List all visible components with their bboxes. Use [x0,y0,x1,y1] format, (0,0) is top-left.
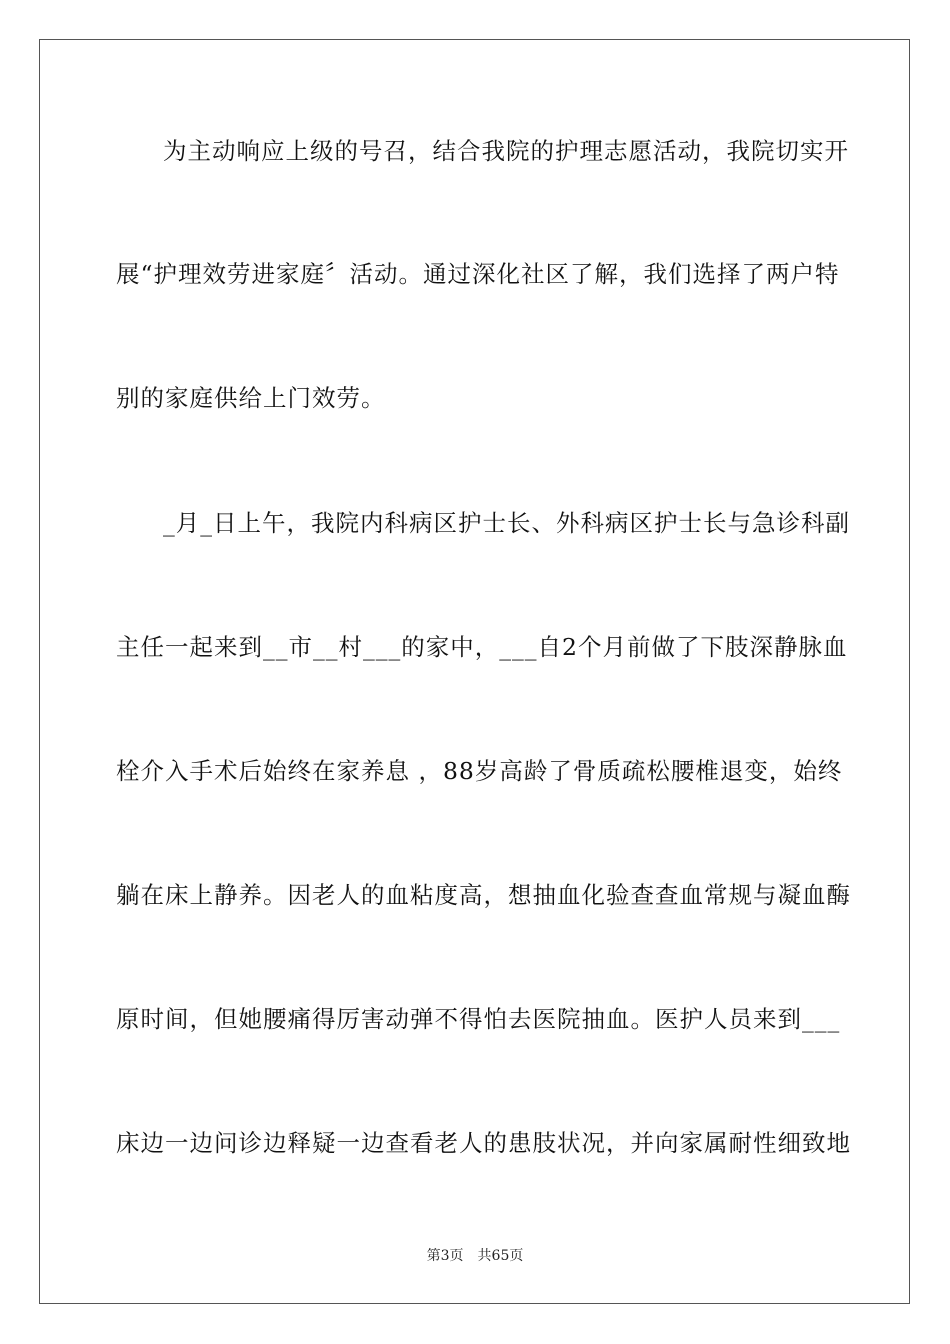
paragraph-2-line-2: 主任一起来到__市__村___的家中，___自2个月前做了下肢深静脉血 [116,633,848,661]
paragraph-1-line-2: 展“护理效劳进家庭〞活动。通过深化社区了解，我们选择了两户特 [116,260,840,288]
paragraph-2-line-4: 躺在床上静养。因老人的血粘度高，想抽血化验查查血常规与凝血酶 [116,881,851,909]
paragraph-1-line-1: 为主动响应上级的号召，结合我院的护理志愿活动，我院切实开 [163,137,849,165]
page-total: 共65页 [477,1248,524,1264]
page-footer [0,1246,950,1266]
paragraph-2-line-5: 原时间，但她腰痛得厉害动弹不得怕去医院抽血。医护人员来到___ [116,1005,841,1033]
page-number: 第3页 [426,1248,464,1264]
page-border [39,39,910,1304]
paragraph-1-line-3: 别的家庭供给上门效劳。 [116,384,386,412]
paragraph-2-line-6: 床边一边问诊边释疑一边查看老人的患肢状况，并向家属耐性细致地 [116,1129,851,1157]
paragraph-2-line-1: _月_日上午，我院内科病区护士长、外科病区护士长与急诊科副 [163,509,850,537]
paragraph-2-line-3: 栓介入手术后始终在家养息 ，88岁高龄了骨质疏松腰椎退变，始终 [116,757,843,785]
